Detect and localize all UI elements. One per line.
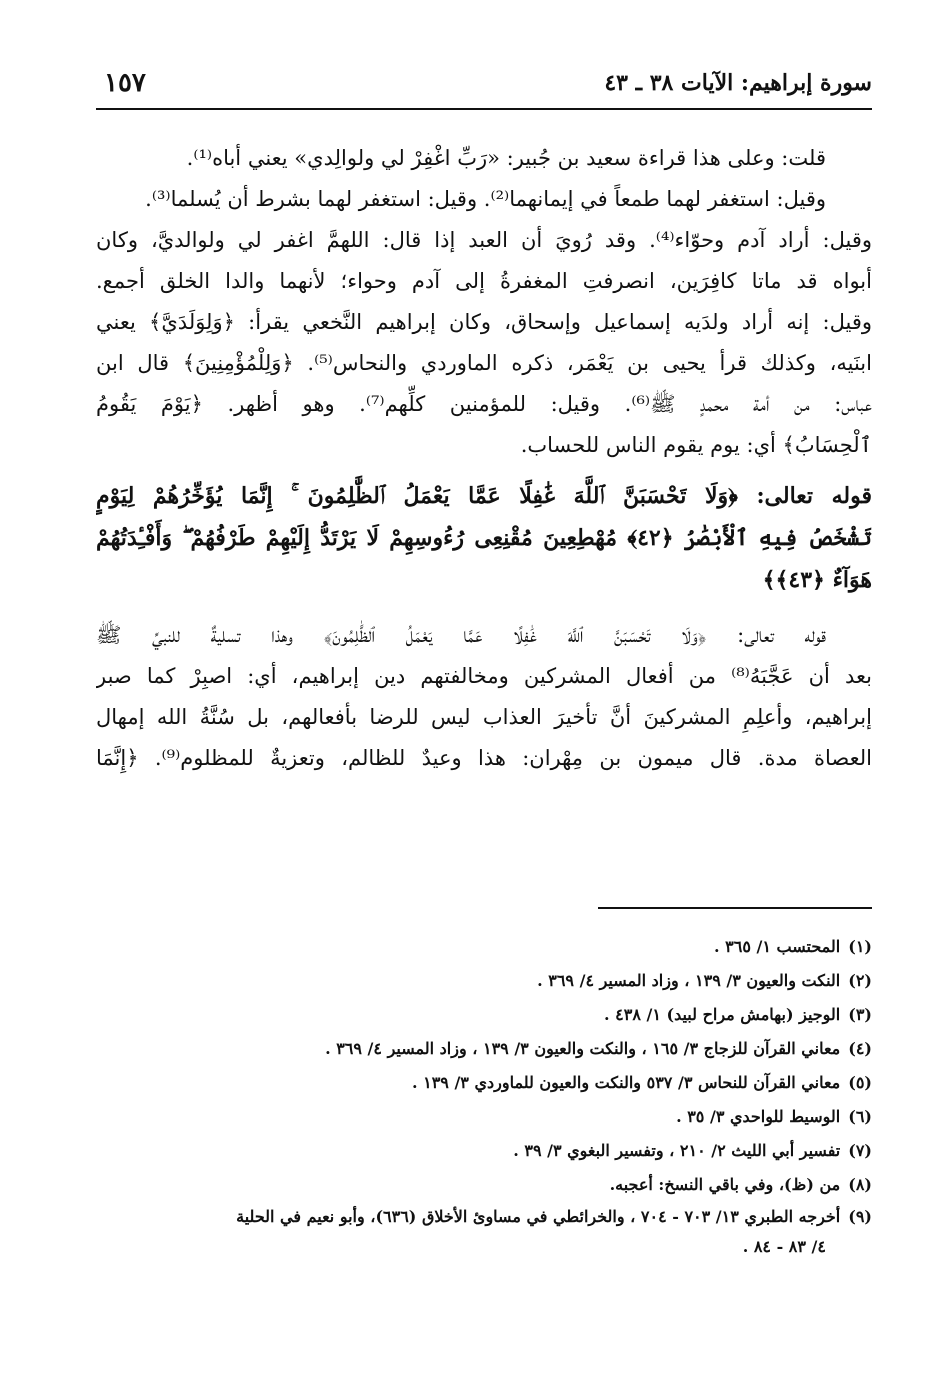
- verse-line: تَشْخَصُ فِيهِ ٱلْأَبْصَٰرُ ﴿٤٢﴾ مُهْطِعِينَ مُقْنِعِى رُءُوسِهِمْ لَا يَرْتَدُّ إِلَيْهِمْ طَرْفُهُمْ ۖ وَأَفْـِٔدَتُهُمْ: [96, 525, 872, 551]
- quran-verse-block: [96, 475, 872, 601]
- text-line: عباس: من أمة محمدٍ ﷺ⁽⁶⁾. وقيل: للمؤمنين كلِّهم⁽⁷⁾. وهو أظهر. ﴿يَوْمَ يَقُومُ: [96, 392, 872, 416]
- text-line: بعد أن عَجَّبَهُ⁽⁸⁾ من أفعال المشركين ومخالفتهم دين إبراهيم، أي: اصبِرْ كما صبر: [96, 664, 872, 688]
- text-line: إبراهيم، وأعلِمِ المشركينَ أنَّ تأخيرَ العذاب ليس للرضا بأفعالهم، بل سُنَّةُ الله إمهال: [96, 705, 872, 729]
- footnote-number: (٤): [848, 1039, 872, 1058]
- text-line: ابنَيه، وكذلك قرأ يحيى بن يَعْمَر، ذكره الماوردي والنحاس⁽⁵⁾. ﴿وَلِلْمُؤْمِنِينَ﴾ قال ابن: [96, 351, 872, 375]
- text-line: وقيل: أراد آدم وحوّاء⁽⁴⁾. وقد رُويَ أن العبد إذا قال: اللهمَّ اغفر لي ولوالديَّ، وكان: [96, 228, 872, 252]
- footnote-text: الوسيط للواحدي ٣/ ٣٥ .: [676, 1107, 841, 1126]
- footnote-number: (١): [848, 937, 872, 956]
- footnote-number: (٦): [848, 1107, 872, 1126]
- footnote-text: أخرجه الطبري ١٣/ ٧٠٣ - ٧٠٤ ، والخرائطي في مساوئ الأخلاق (٦٣٦)، وأبو نعيم في الحلية: [236, 1207, 841, 1226]
- page-number: ١٥٧: [104, 68, 146, 98]
- footnote-number: (٢): [848, 971, 872, 990]
- footnote-number: (٥): [848, 1073, 872, 1092]
- footnote: [96, 1066, 872, 1100]
- footnote-number: (٣): [848, 1005, 872, 1024]
- page-header: [96, 66, 872, 106]
- text-line: قلت: وعلى هذا قراءة سعيد بن جُبير: «رَبِّ اغْفِرْ لي ولوالِدي» يعني أباه⁽¹⁾.: [186, 146, 826, 170]
- running-title: سورة إبراهيم: الآيات ٣٨ ـ ٤٣: [604, 70, 872, 96]
- footnote-text: من (ظ)، وفي باقي النسخ: أعجبه.: [609, 1175, 841, 1194]
- main-text: [96, 138, 872, 779]
- footnote-continuation: ٤/ ٨٣ - ٨٤ .: [742, 1237, 826, 1256]
- footnote-separator: [598, 907, 872, 909]
- footnote-text: معاني القرآن للزجاج ٣/ ١٦٥ ، والنكت والعيون ٣/ ١٣٩ ، وزاد المسير ٤/ ٣٦٩ .: [325, 1039, 841, 1058]
- footnote: [96, 1032, 872, 1066]
- footnote-number: (٩): [848, 1207, 872, 1226]
- verse-line: هَوَآءٌ ﴿٤٣﴾﴾: [762, 567, 872, 593]
- footnote: [96, 964, 872, 998]
- footnote: [96, 1100, 872, 1134]
- text-line: العصاة مدة. قال ميمون بن مِهْران: هذا وعيدٌ للظالم، وتعزيةٌ للمظلوم⁽⁹⁾. ﴿إِنَّمَا: [96, 746, 872, 770]
- text-line: ٱلْحِسَابُ﴾ أي: يوم يقوم الناس للحساب.: [520, 433, 872, 457]
- footnote-text: النكت والعيون ٣/ ١٣٩ ، وزاد المسير ٤/ ٣٦٩ .: [537, 971, 841, 990]
- text-line: وقيل: إنه أراد ولدَيه إسماعيل وإسحاق، وكان إبراهيم النَّخعي يقرأ: ﴿وَلِوَلَدَيَّ﴾ يعني: [96, 310, 872, 334]
- verse-line: قوله تعالى: ﴿وَلَا تَحْسَبَنَّ ٱللَّهَ غَٰفِلًا عَمَّا يَعْمَلُ ٱلظَّٰلِمُونَ ۚ إِنَّمَا يُؤَخِّرُهُمْ لِيَوْمٍ: [96, 483, 872, 509]
- text-line: وقيل: استغفر لهما طمعاً في إيمانهما⁽²⁾. وقيل: استغفر لهما بشرط أن يُسلما⁽³⁾.: [145, 187, 826, 211]
- header-rule: [96, 108, 872, 110]
- text-line: أبواه قد ماتا كافِرَين، انصرفتِ المغفرةُ إلى آدم وحواء؛ لأنهما والدا الخلق أجمع.: [96, 269, 872, 293]
- footnote: [96, 1134, 872, 1168]
- footnotes: [96, 930, 872, 1262]
- footnote-text: المحتسب ١/ ٣٦٥ .: [714, 937, 841, 956]
- footnote: [96, 930, 872, 964]
- text-line: قوله تعالى: ﴿وَلَا تَحْسَبَنَّ ٱللَّهَ غَٰفِلًا عَمَّا يَعْمَلُ ٱلظَّٰلِمُونَ﴾ وهذا تسليةٌ للنبيِّ ﷺ: [96, 623, 826, 647]
- footnote: [96, 1168, 872, 1202]
- footnote-text: الوجيز (بهامش مراح لبيد) ١/ ٤٣٨ .: [603, 1005, 841, 1024]
- footnote-number: (٧): [848, 1141, 872, 1160]
- footnote-text: تفسير أبي الليث ٢/ ٢١٠ ، وتفسير البغوي ٣/ ٣٩ .: [513, 1141, 841, 1160]
- footnote: [96, 998, 872, 1032]
- footnote-number: (٨): [848, 1175, 872, 1194]
- footnote: [96, 1202, 872, 1232]
- footnote-text: معاني القرآن للنحاس ٣/ ٥٣٧ والنكت والعيون للماوردي ٣/ ١٣٩ .: [411, 1073, 841, 1092]
